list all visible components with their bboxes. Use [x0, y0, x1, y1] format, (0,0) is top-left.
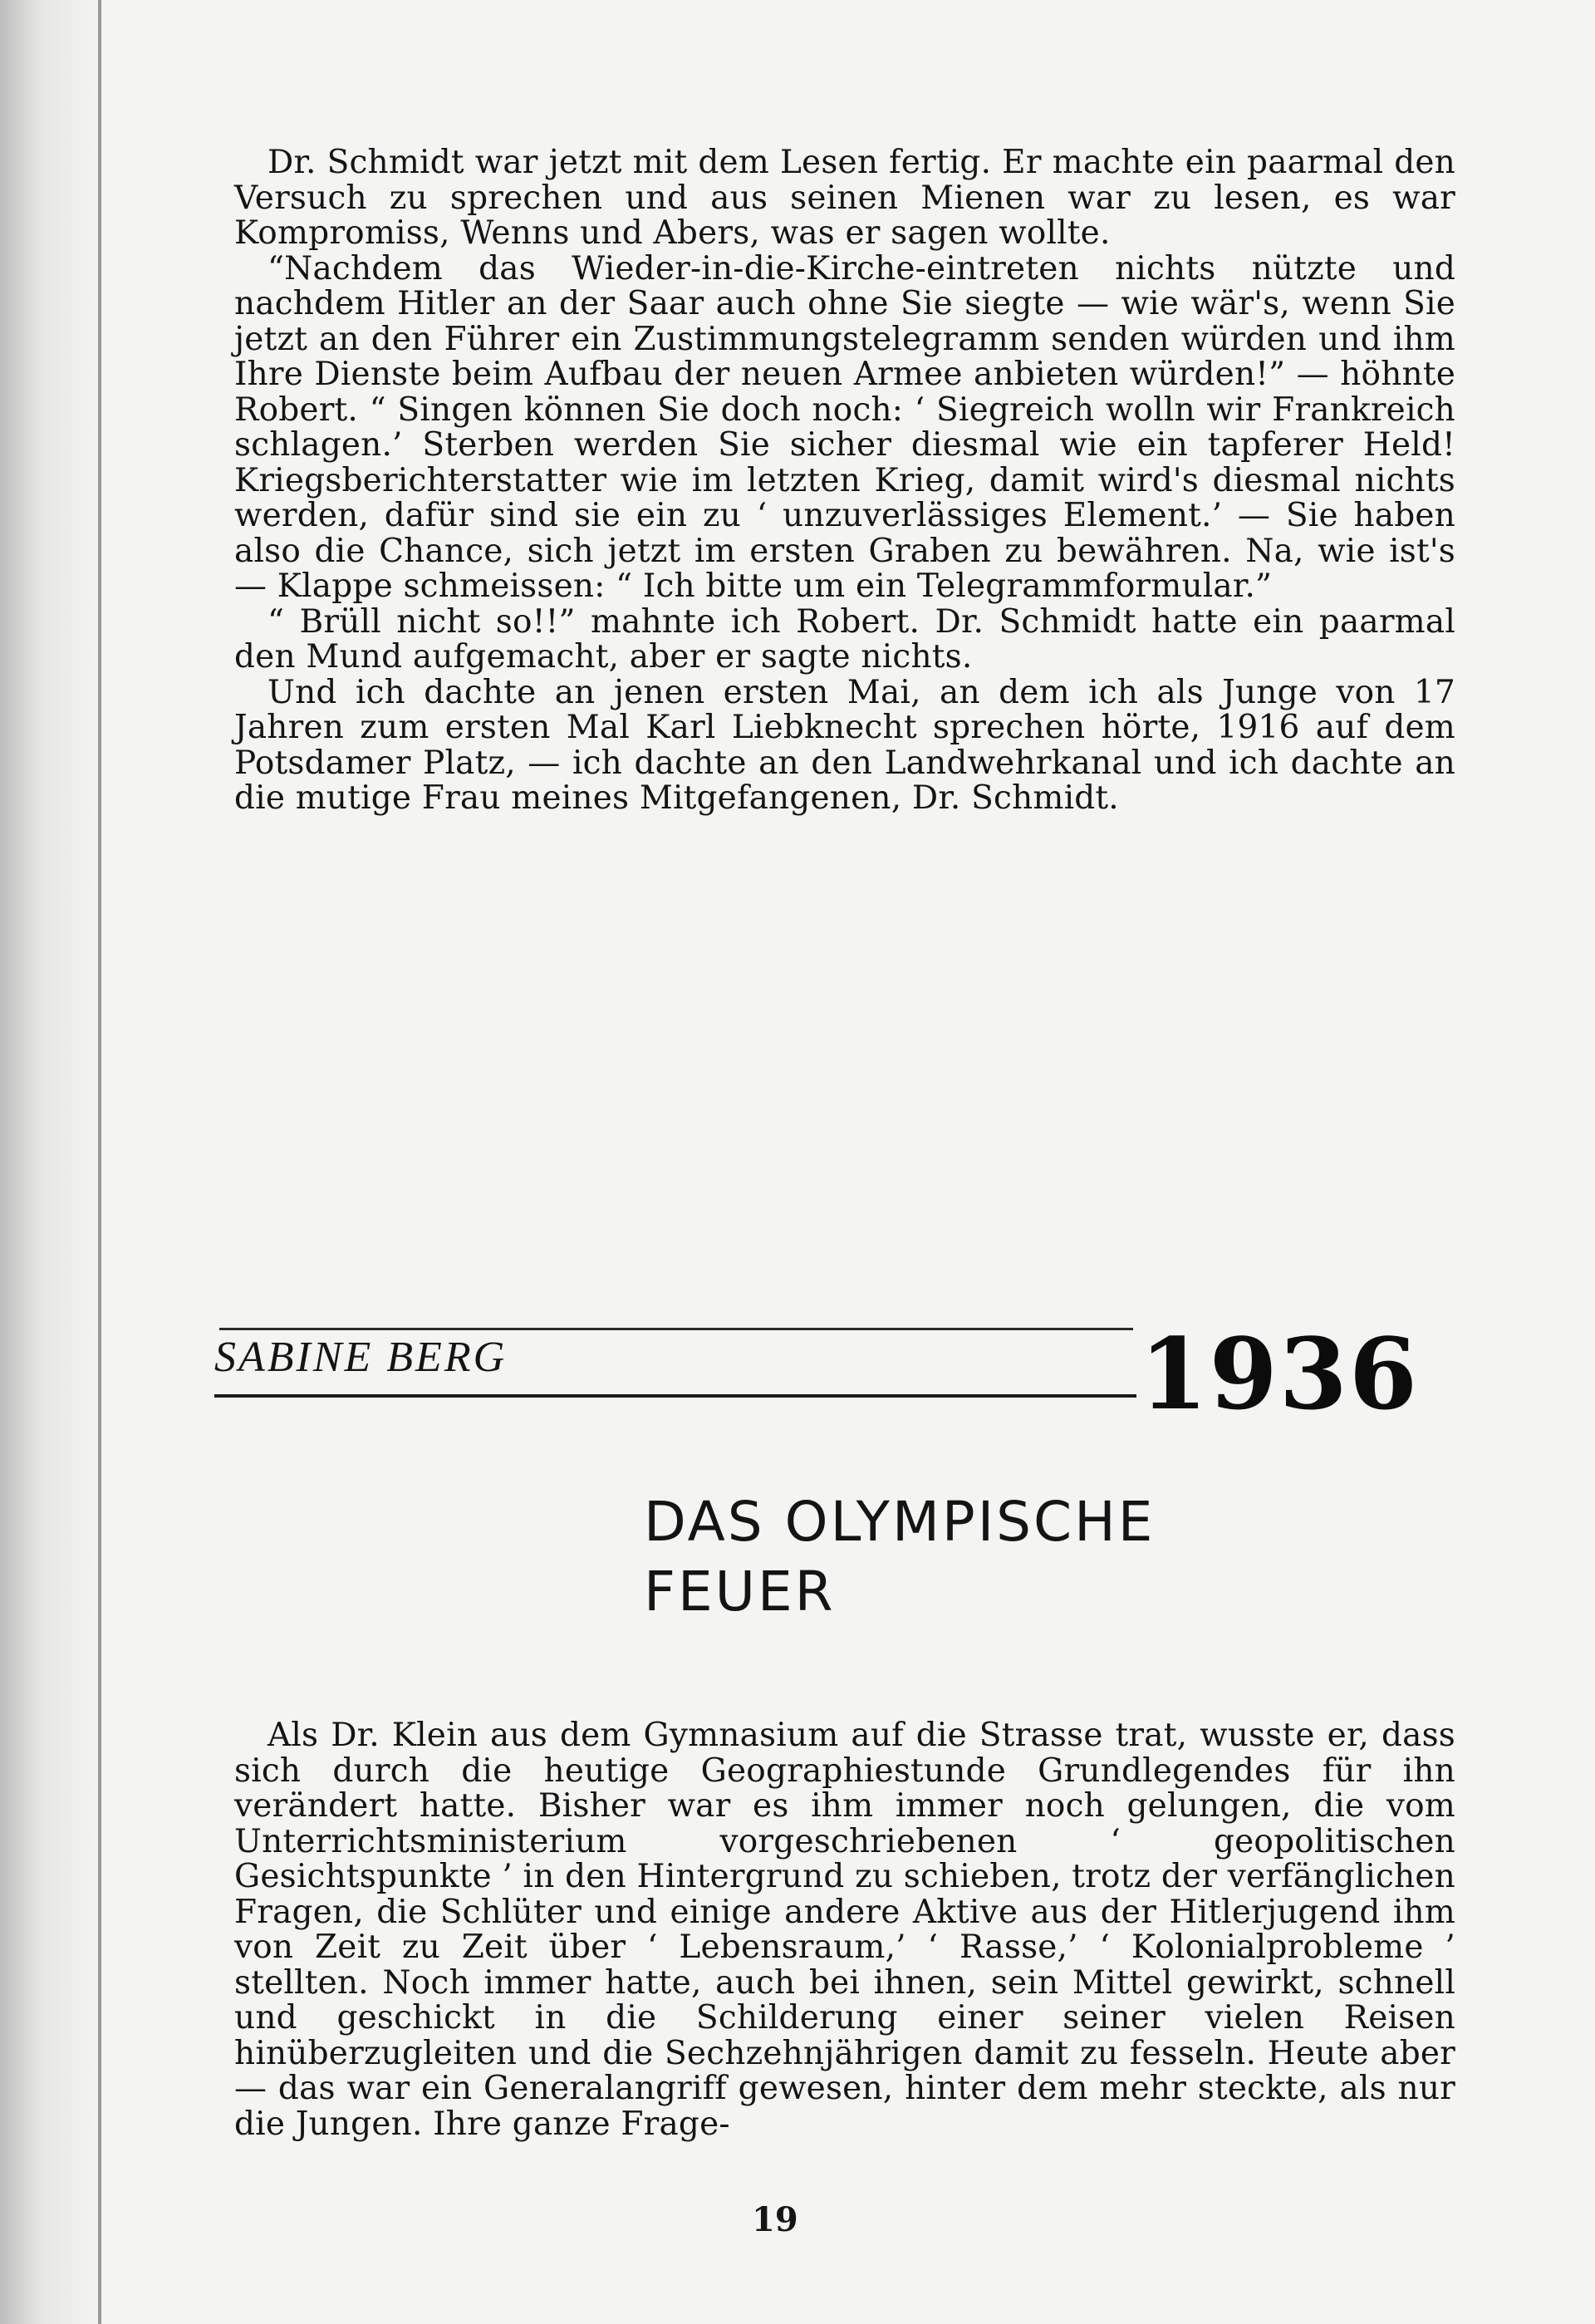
upper-text-block [234, 145, 1455, 817]
paragraph: Dr. Schmidt war jetzt mit dem Lesen fertig. Er machte ein paarmal den Versuch zu sprechen und aus seinen Mienen war zu lesen, es war Kompromiss, Wenns und Abers, was er sagen wollte. [234, 144, 1455, 252]
paragraph: “ Brüll nicht so!!” mahnte ich Robert. Dr. Schmidt hatte ein paarmal den Mund aufgemacht, aber er sagte nichts. [234, 602, 1455, 676]
paragraph: Und ich dachte an jenen ersten Mai, an dem ich als Junge von 17 Jahren zum ersten Mal Karl Liebknecht sprechen hörte, 1916 auf dem Potsdamer Platz, — ich dachte an den Landwehrkanal und ich dachte an die mutige Frau meines Mitgefangenen, Dr. Schmidt. [234, 673, 1455, 817]
chapter-author: SABINE BERG [214, 1334, 508, 1381]
chapter-title-line: FEUER [644, 1560, 836, 1624]
lower-text-block [234, 1718, 1455, 2142]
header-rule-bottom [214, 1394, 1136, 1398]
chapter-title-line: DAS OLYMPISCHE [644, 1490, 1156, 1554]
header-rule-top [219, 1328, 1133, 1330]
chapter-header [214, 1316, 1419, 1432]
page-number: 19 [752, 2200, 798, 2239]
page-binding-edge [98, 0, 101, 2324]
chapter-year: 1936 [1139, 1316, 1419, 1432]
paragraph: Als Dr. Klein aus dem Gymnasium auf die Strasse trat, wusste er, dass sich durch die heutige Geographiestunde Grundlegendes für ihn verändert hatte. Bisher war es ihm immer noch gelungen, die vom Unterrichtsministerium vorgeschriebenen ‘ geopolitischen Gesichtspunkte ’ in den Hintergrund zu schieben, trotz der verfänglichen Fragen, die Schlüter und einige andere Aktive aus der Hitlerjugend ihm von Zeit zu Zeit über ‘ Lebensraum,’ ‘ Rasse,’ ‘ Kolonialprobleme ’ stellten. Noch immer hatte, auch bei ihnen, sein Mittel gewirkt, schnell und geschickt in die Schilderung einer seiner vielen Reisen hinüberzugleiten und die Sechzehnjährigen damit zu fesseln. Heute aber — das war ein Generalangriff gewesen, hinter dem mehr steckte, als nur die Jungen. Ihre ganze Frage- [234, 1717, 1455, 2143]
chapter-title [644, 1487, 1308, 1627]
paragraph: “Nachdem das Wieder-in-die-Kirche-eintreten nichts nützte und nachdem Hitler an der Saar auch ohne Sie siegte — wie wär's, wenn Sie jetzt an den Führer ein Zustimmungstelegramm senden würden und ihm Ihre Dienste beim Aufbau der neuen Armee anbieten würden!” — höhnte Robert. “ Singen können Sie doch noch: ‘ Siegreich wolln wir Frankreich schlagen.’ Sterben werden Sie sicher diesmal wie ein tapferer Held! Kriegsberichterstatter wie im letzten Krieg, damit wird's diesmal nichts werden, dafür sind sie ein zu ‘ unzuverlässiges Element.’ — Sie haben also die Chance, sich jetzt im ersten Graben zu bewähren. Na, wie ist's — Klappe schmeissen: “ Ich bitte um ein Telegrammformular.” [234, 249, 1455, 605]
